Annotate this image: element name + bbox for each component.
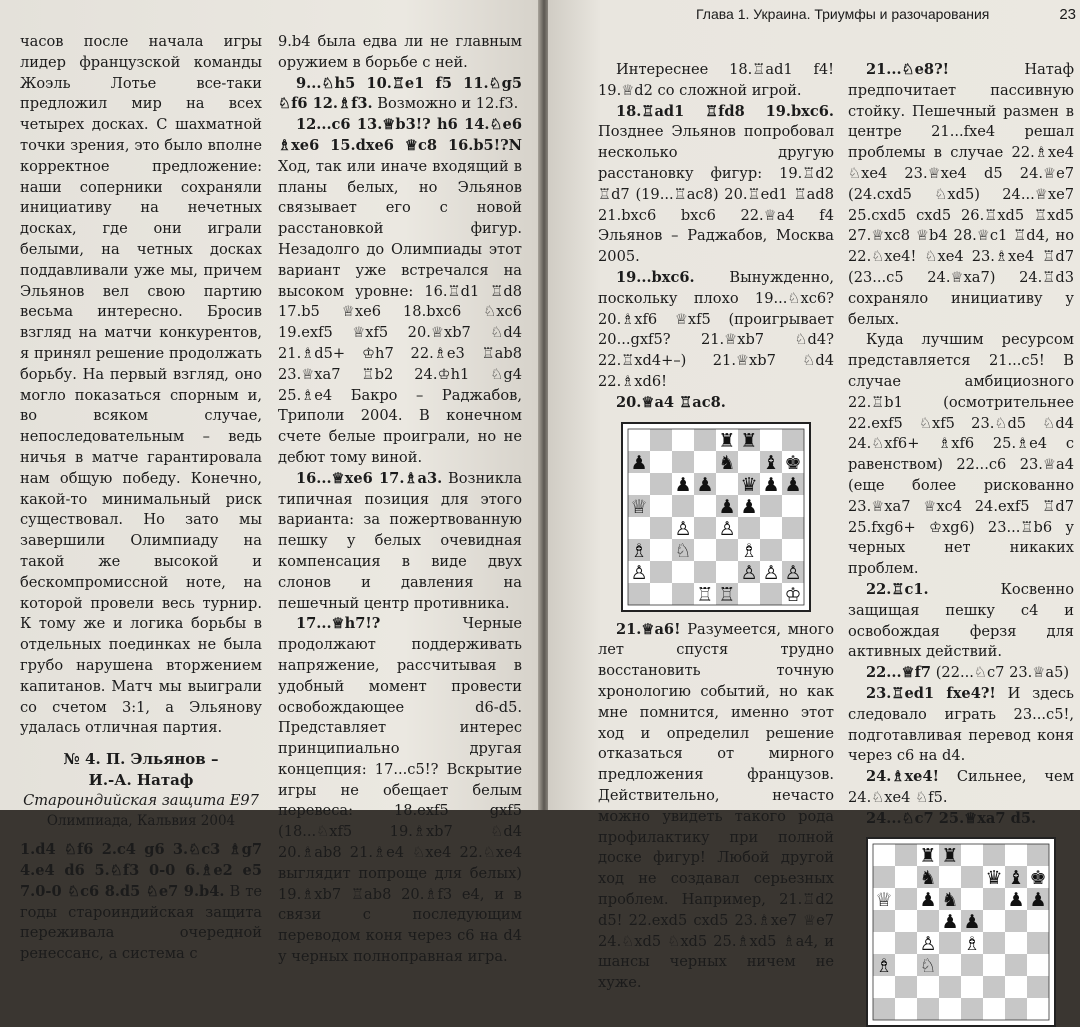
dark-square (983, 976, 1005, 998)
chess-piece: ♔ (784, 583, 802, 606)
move-text: 9...♘h5 10.♖e1 f5 11.♘g5 ♘f6 12.♗f3. (278, 74, 522, 113)
paragraph: Косвенно защищая пешку c4 и освобождая ферзя для активных действий. (848, 580, 1074, 661)
move-text: 16...♕xe6 17.♗a3. (296, 469, 443, 487)
running-header (696, 6, 1076, 23)
paragraph: Куда лучшим ресурсом представляется 21...c5! В случае амбициозного 22.♖b1 (осмотрительнее 22.exf5 ♘xf5 23.♘d5 ♘d4 24.♘xf6+ ♗xf6 25.♗e4 с равенством) 22...c6 23.♕a4 (еще более рискованно 23.♕xa7 ♕xc4 24.exf5 ♖d7 25.fxg6+ ♔xg6) 23...♖b6 у черных нет никаких проблем. (848, 331, 1074, 578)
chess-piece: ♟ (919, 889, 937, 912)
paragraph: часов после начала игры лидер французской команды Жоэль Лотье все-таки предложил мир на всех четырех досках. С шахматной точки зрения, это было вполне корректное предложение: наши соперники сохраняли инициативу на нечетных досках, где они играли белыми, на четных досках поддавливали уже мы, причем Эльянов вел свою партию весьма интересно. Бросив взгляд на матчи конкурентов, я принял решение продолжать борьбу. На первый взгляд, оно могло показаться спорным и, во всяком случае, непоследовательным – ведь ничья в матче гарантировала нам общую победу. Конечно, какой-то минимальный риск существовал. Но зато мы завершили Олимпиаду на такой же высокой и бескомпромиссной ноте, на которой провели весь турнир. К тому же и логика борьбы в отдельных поединках не была грубо нарушена вторжением капитанов. Матч мы выиграли со счетом 3:1, а Эльянову удалась отличная партия. (20, 33, 262, 737)
move-text: 22.♖c1. (866, 580, 929, 598)
chess-piece: ♛ (985, 867, 1003, 890)
dark-square (738, 517, 760, 539)
chess-piece: ♙ (784, 561, 802, 584)
chess-piece: ♞ (941, 889, 959, 912)
dark-square (983, 844, 1005, 866)
move-text: 23.♖ed1 fxe4?! (866, 684, 996, 702)
chess-piece: ♘ (919, 955, 937, 978)
dark-square (939, 976, 961, 998)
dark-square (895, 888, 917, 910)
chess-piece: ♖ (696, 583, 714, 606)
game-title (20, 749, 262, 791)
dark-square (760, 583, 782, 605)
chess-piece: ♙ (762, 561, 780, 584)
dark-square (961, 866, 983, 888)
dark-square (628, 583, 650, 605)
paragraph: Ход, так или иначе входящий в планы белых, но Эльянов связывает его с новой расстановкой фигур. Незадолго до Олимпиады этот вариант уже встречался на высоком уровне: 16.♖d1 ♖d8 17.b5 ♕xe6 18.bxc6 ♘xc6 19.exf5 ♕xf5 20.♕xb7 ♘d4 21.♗d5+ ♔h7 22.♗e3 ♖ab8 23.♕xa7 ♖b2 24.♔h1 ♘g4 25.♗e4 Бакро – Раджабов, Триполи 2004. В конечном счете белые проиграли, но не дебют тому виной. (278, 157, 522, 466)
move-text: 24...♘c7 25.♕xa7 d5. (866, 809, 1037, 827)
dark-square (1005, 954, 1027, 976)
chess-piece: ♟ (718, 495, 736, 518)
chess-piece: ♙ (718, 517, 736, 540)
dark-square (895, 976, 917, 998)
dark-square (650, 561, 672, 583)
left-page (0, 0, 540, 966)
dark-square (672, 495, 694, 517)
chess-piece: ♙ (630, 561, 648, 584)
dark-square (650, 517, 672, 539)
dark-square (1027, 976, 1049, 998)
right-page (548, 0, 1080, 992)
chess-piece: ♜ (740, 429, 758, 452)
chess-piece: ♗ (740, 539, 758, 562)
dark-square (961, 998, 983, 1020)
paragraph: Сильнее, чем 24.♘xe4 ♘f5. (848, 768, 1074, 806)
dark-square (895, 844, 917, 866)
dark-square (895, 932, 917, 954)
move-text: 24.♗xe4! (866, 768, 940, 786)
dark-square (983, 888, 1005, 910)
move-text: 19...bxc6. (616, 268, 695, 286)
paragraph: Натаф предпочитает пассивную стойку. Пешечный размен в центре 21...fxe4 решал проблемы в случае 22.♗xe4 ♘xe4 23.♕xe4 d5 24.♕e7 (24.cxd5 ♘xd5) 24...♕xe7 25.cxd5 cxd5 26.♖xd5 ♖xd5 27.♕xc8 ♕b4 28.♕c1 ♖d4, но 22.♘xe4! ♘xe4 23.♗xe4 ♖d7 (23...c5 24.♕xa7) 24.♖d3 сохраняло инициативу у белых. (848, 61, 1074, 328)
move-text: 21.♕a6! (616, 620, 681, 638)
dark-square (694, 429, 716, 451)
chess-piece: ♙ (919, 933, 937, 956)
chess-diagram-2 (866, 837, 1056, 1027)
dark-square (782, 429, 804, 451)
dark-square (917, 910, 939, 932)
right-column-1 (598, 60, 834, 992)
game-title-line2: И.-А. Натаф (88, 770, 194, 789)
chess-piece: ♙ (740, 561, 758, 584)
dark-square (1027, 932, 1049, 954)
right-column-2 (848, 60, 1074, 978)
dark-square (694, 517, 716, 539)
paragraph: (22...♘c7 23.♕a5) (931, 664, 1070, 682)
page-number: 23 (1059, 6, 1076, 23)
game-title-line1: № 4. П. Эльянов – (63, 750, 219, 769)
paragraph: Интереснее 18.♖ad1 f4! 19.♕d2 со сложной игрой. (598, 61, 834, 99)
chess-piece: ♟ (1029, 889, 1047, 912)
chess-piece: ♗ (963, 933, 981, 956)
dark-square (1005, 910, 1027, 932)
dark-square (873, 866, 895, 888)
chess-piece: ♟ (740, 495, 758, 518)
chess-piece: ♞ (718, 451, 736, 474)
move-text: 22...♕f7 (866, 664, 932, 682)
chess-piece: ♕ (630, 495, 648, 518)
dark-square (873, 910, 895, 932)
left-column-2 (278, 32, 522, 966)
game-moves: 1.d4 ♘f6 2.c4 g6 3.♘c3 ♗g7 4.e4 d6 5.♘f3 0-0 6.♗e2 e5 7.0-0 ♘c6 8.d5 ♘e7 9.b4. (20, 841, 262, 900)
chess-piece: ♟ (1007, 889, 1025, 912)
chess-piece: ♟ (630, 451, 648, 474)
chess-piece: ♚ (1029, 867, 1047, 890)
left-column-1 (20, 32, 262, 963)
chess-piece: ♟ (762, 473, 780, 496)
chess-piece: ♗ (875, 955, 893, 978)
chess-piece: ♘ (674, 539, 692, 562)
dark-square (782, 517, 804, 539)
chess-piece: ♜ (941, 845, 959, 868)
move-text: 12...c6 13.♕b3!? h6 14.♘e6 ♗xe6 15.dxe6 ♕c8 16.b5!?N (278, 116, 522, 154)
dark-square (873, 998, 895, 1020)
paragraph: Возникла типичная позиция для этого варианта: за пожертвованную пешку у белых очевидная компенсация в виде двух слонов и давления на пешечный центр противника. (278, 469, 522, 612)
chess-piece: ♟ (674, 473, 692, 496)
move-text: 21...♘e8?! (866, 61, 950, 78)
dark-square (961, 954, 983, 976)
paragraph: Позднее Эльянов попробовал несколько другую расстановку фигур: 19.♖d2 ♖d7 (19...♖ac8) 20.♖ed1 ♖ad8 21.bxc6 bxc6 22.♕a4 f4 Эльянов – Раджабов, Москва 2005. (598, 123, 834, 266)
moves-commentary: В те годы староиндийская защита переживала очередной ренессанс, а система с (20, 882, 262, 963)
chess-piece: ♝ (1007, 867, 1025, 890)
chess-piece: ♟ (941, 911, 959, 934)
chess-piece: ♜ (919, 845, 937, 868)
chess-piece: ♛ (740, 473, 758, 496)
dark-square (672, 583, 694, 605)
chess-diagram-1 (621, 422, 811, 612)
dark-square (760, 539, 782, 561)
move-text: 17...♕h7!? (296, 615, 381, 633)
dark-square (1027, 844, 1049, 866)
dark-square (939, 932, 961, 954)
dark-square (1005, 998, 1027, 1020)
paragraph: 9.b4 была едва ли не главным оружием в борьбе с ней. (278, 33, 522, 71)
dark-square (650, 473, 672, 495)
chess-piece: ♟ (963, 911, 981, 934)
chess-piece: ♟ (784, 473, 802, 496)
chess-piece: ♚ (784, 451, 802, 474)
dark-square (716, 539, 738, 561)
dark-square (760, 495, 782, 517)
dark-square (650, 429, 672, 451)
dark-square (983, 932, 1005, 954)
chess-piece: ♜ (718, 429, 736, 452)
chess-piece: ♞ (919, 867, 937, 890)
chapter-title: Глава 1. Украина. Триумфы и разочарования (696, 6, 990, 22)
opening-name: Староиндийская защита E97 (23, 791, 259, 809)
chess-piece: ♙ (674, 517, 692, 540)
paragraph: И здесь следовало играть 23...c5!, подготавливая перевод коня через c6 на d4. (848, 684, 1074, 765)
dark-square (694, 561, 716, 583)
move-text: 18.♖ad1 ♖fd8 19.bxc6. (616, 102, 834, 120)
move-text: 20.♕a4 ♖ac8. (616, 393, 726, 411)
paragraph: Черные продолжают поддерживать напряжение, рассчитывая в удобный момент провести освобождающее d6-d5. Представляет интерес принципиально другая концепция: 17...c5!? Вскрытие игры не обещает белым перевеса: 18.exf5 gxf5 (18...♘xf5 19.♗xb7 ♘d4 20.♗ab8 21.♗e4 ♘xe4 22.♘xe4 выглядит попроще для белых) 19.♗xb7 ♖ab8 20.♗f3 e4, и в связи с последующим переводом коня через c6 на d4 у черных полноправная игра. (278, 615, 522, 966)
chess-piece: ♕ (875, 889, 893, 912)
dark-square (917, 998, 939, 1020)
chess-piece: ♟ (696, 473, 714, 496)
chess-piece: ♖ (718, 583, 736, 606)
paragraph: Возможно и 12.f3. (372, 95, 519, 113)
chess-piece: ♗ (630, 539, 648, 562)
event-name: Олимпиада, Кальвия 2004 (46, 813, 236, 830)
chess-piece: ♝ (762, 451, 780, 474)
paragraph: Вынужденно, поскольку плохо 19...♘xc6? 20.♗xf6 ♕xf5 (проигрывает 20...gxf5? 21.♕xb7 ♘d4? 22.♖xd4+–) 21.♕xb7 ♘d4 22.♗xd6! (598, 268, 834, 390)
paragraph: Разумеется, много лет спустя трудно восстановить точную хронологию событий, но как мне помнится, именно этот ход и определил решение отказаться от мирного предложения французов. Действительно, нечасто можно увидеть такого рода профилактику при полной доске фигур! Любой другой ход не создавал серьезных проблем. Например, 21.♖d2 d5! 22.exd5 cxd5 23.♗xe7 ♕e7 24.♘xd5 ♘xd5 25.♗xd5 ♗a4, и шансы черных ничем не хуже. (598, 620, 834, 992)
dark-square (672, 451, 694, 473)
